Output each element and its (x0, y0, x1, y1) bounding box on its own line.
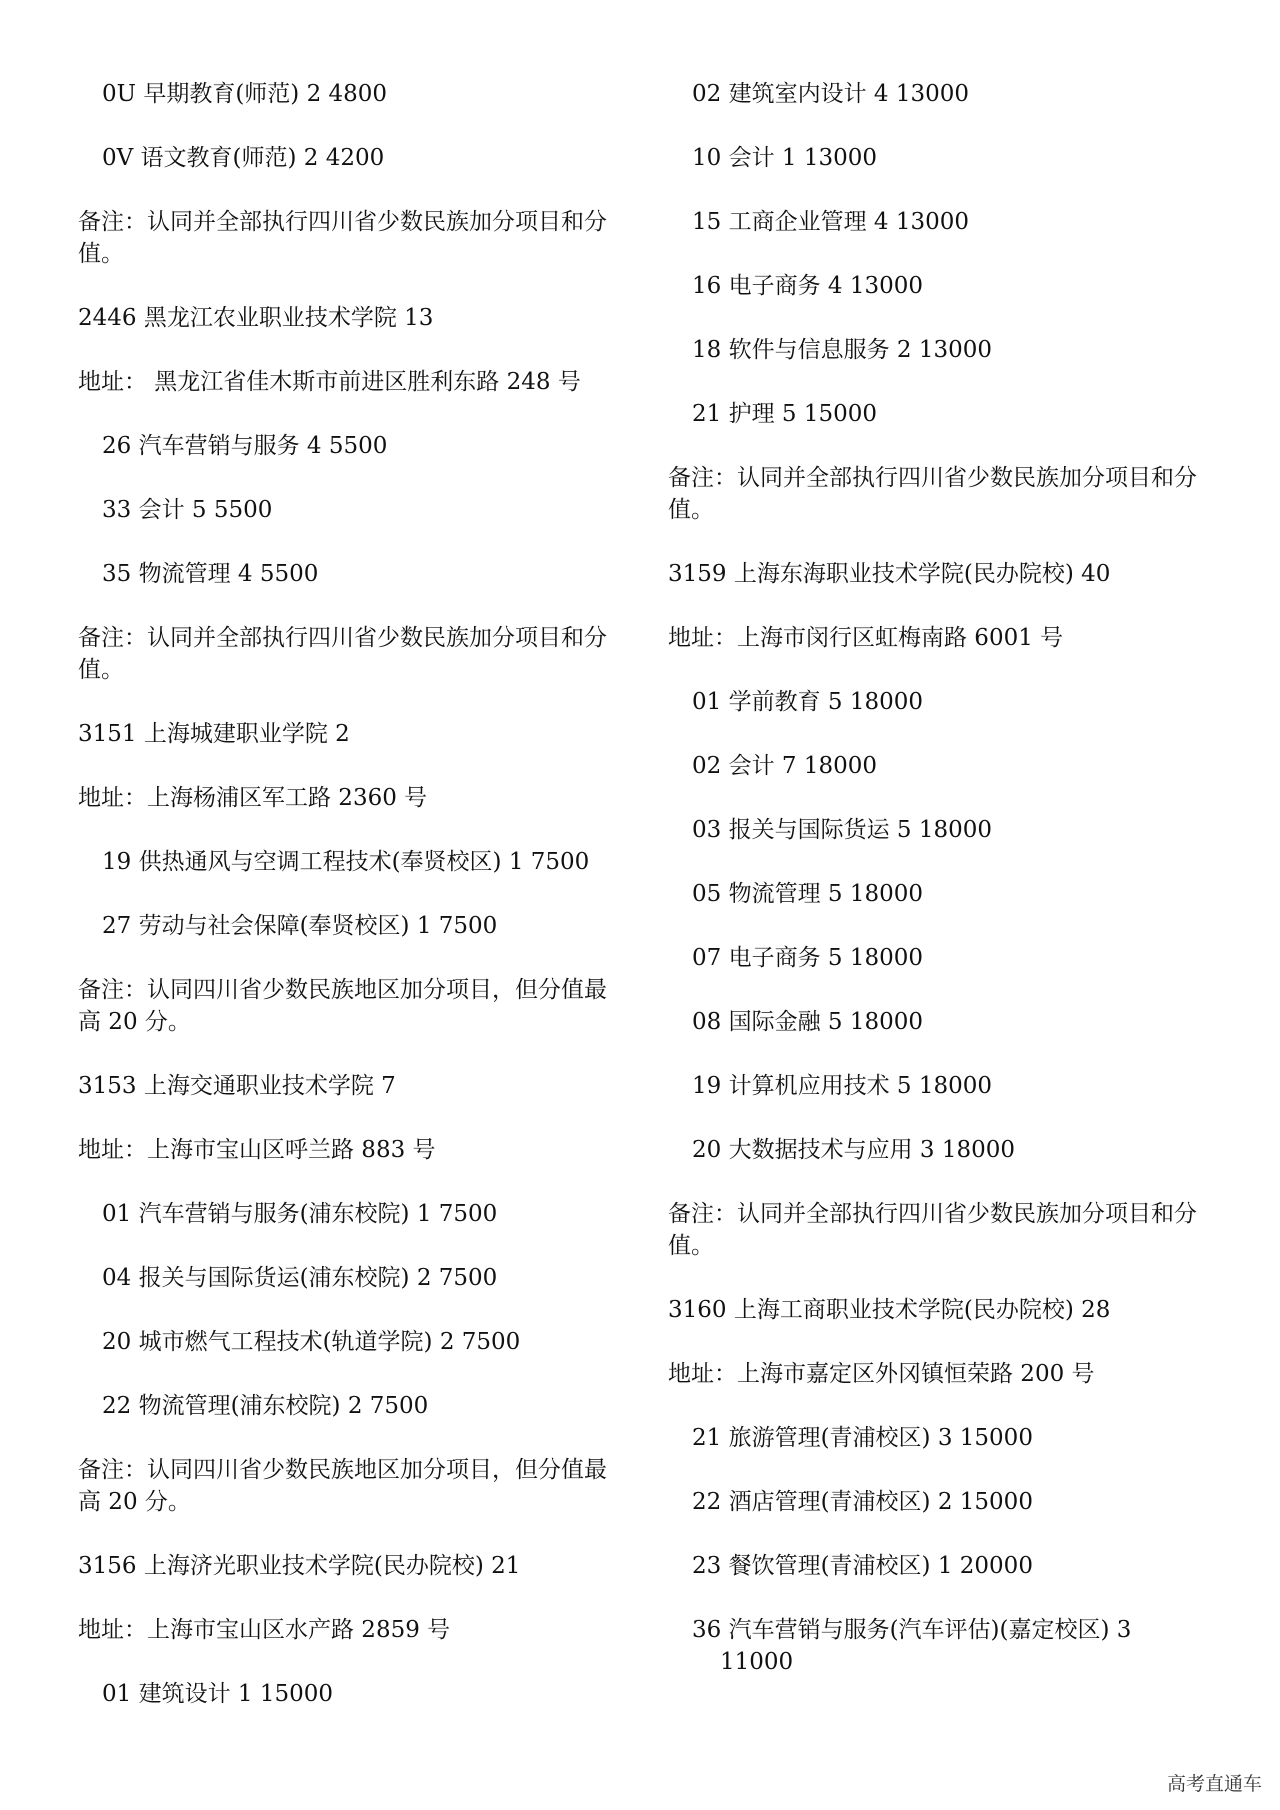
program-line: 01 建筑设计 1 15000 (102, 1681, 333, 1707)
program-line: 23 餐饮管理(青浦校区) 1 20000 (692, 1553, 1033, 1579)
school-heading: 3159 上海东海职业技术学院(民办院校) 40 (668, 561, 1111, 587)
program-line: 20 大数据技术与应用 3 18000 (692, 1137, 1015, 1163)
program-line: 10 会计 1 13000 (692, 145, 877, 171)
program-line: 33 会计 5 5500 (102, 497, 273, 523)
remark-line: 备注：认同四川省少数民族地区加分项目，但分值最 (78, 1457, 607, 1483)
program-line: 36 汽车营销与服务(汽车评估)(嘉定校区) 3 (692, 1617, 1132, 1643)
remark-line: 备注：认同并全部执行四川省少数民族加分项目和分 (78, 209, 607, 235)
program-line: 01 学前教育 5 18000 (692, 689, 923, 715)
program-line: 22 酒店管理(青浦校区) 2 15000 (692, 1489, 1033, 1515)
program-line: 0V 语文教育(师范) 2 4200 (102, 145, 385, 171)
program-line: 08 国际金融 5 18000 (692, 1009, 923, 1035)
remark-line-continued: 值。 (668, 1233, 714, 1259)
address-line: 地址：上海市嘉定区外冈镇恒荣路 200 号 (668, 1361, 1095, 1387)
program-line: 07 电子商务 5 18000 (692, 945, 923, 971)
remark-line: 备注：认同并全部执行四川省少数民族加分项目和分 (668, 1201, 1197, 1227)
school-heading: 3151 上海城建职业学院 2 (78, 721, 350, 747)
program-line-continued: 11000 (720, 1649, 794, 1675)
program-line: 15 工商企业管理 4 13000 (692, 209, 969, 235)
program-line: 19 计算机应用技术 5 18000 (692, 1073, 992, 1099)
program-line: 01 汽车营销与服务(浦东校院) 1 7500 (102, 1201, 498, 1227)
remark-line: 备注：认同并全部执行四川省少数民族加分项目和分 (668, 465, 1197, 491)
remark-line-continued: 高 20 分。 (78, 1009, 191, 1035)
program-line: 04 报关与国际货运(浦东校院) 2 7500 (102, 1265, 498, 1291)
school-heading: 2446 黑龙江农业职业技术学院 13 (78, 305, 434, 331)
remark-line-continued: 值。 (668, 497, 714, 523)
school-heading: 3160 上海工商职业技术学院(民办院校) 28 (668, 1297, 1111, 1323)
program-line: 03 报关与国际货运 5 18000 (692, 817, 992, 843)
remark-line: 备注：认同四川省少数民族地区加分项目，但分值最 (78, 977, 607, 1003)
watermark-text: 高考直通车 (1166, 1773, 1262, 1795)
remark-line: 备注：认同并全部执行四川省少数民族加分项目和分 (78, 625, 607, 651)
program-line: 27 劳动与社会保障(奉贤校区) 1 7500 (102, 913, 498, 939)
program-line: 0U 早期教育(师范) 2 4800 (102, 81, 388, 107)
remark-line-continued: 值。 (78, 657, 124, 683)
school-heading: 3153 上海交通职业技术学院 7 (78, 1073, 396, 1099)
program-line: 18 软件与信息服务 2 13000 (692, 337, 992, 363)
address-line: 地址： 黑龙江省佳木斯市前进区胜利东路 248 号 (78, 369, 581, 395)
program-line: 02 会计 7 18000 (692, 753, 877, 779)
program-line: 21 护理 5 15000 (692, 401, 877, 427)
program-line: 35 物流管理 4 5500 (102, 561, 319, 587)
address-line: 地址：上海市闵行区虹梅南路 6001 号 (668, 625, 1064, 651)
address-line: 地址：上海杨浦区军工路 2360 号 (78, 785, 428, 811)
school-heading: 3156 上海济光职业技术学院(民办院校) 21 (78, 1553, 521, 1579)
program-line: 21 旅游管理(青浦校区) 3 15000 (692, 1425, 1033, 1451)
program-line: 16 电子商务 4 13000 (692, 273, 923, 299)
remark-line-continued: 高 20 分。 (78, 1489, 191, 1515)
program-line: 20 城市燃气工程技术(轨道学院) 2 7500 (102, 1329, 521, 1355)
program-line: 02 建筑室内设计 4 13000 (692, 81, 969, 107)
address-line: 地址：上海市宝山区水产路 2859 号 (78, 1617, 451, 1643)
program-line: 22 物流管理(浦东校院) 2 7500 (102, 1393, 429, 1419)
program-line: 26 汽车营销与服务 4 5500 (102, 433, 388, 459)
program-line: 19 供热通风与空调工程技术(奉贤校区) 1 7500 (102, 849, 590, 875)
address-line: 地址：上海市宝山区呼兰路 883 号 (78, 1137, 436, 1163)
remark-line-continued: 值。 (78, 241, 124, 267)
program-line: 05 物流管理 5 18000 (692, 881, 923, 907)
